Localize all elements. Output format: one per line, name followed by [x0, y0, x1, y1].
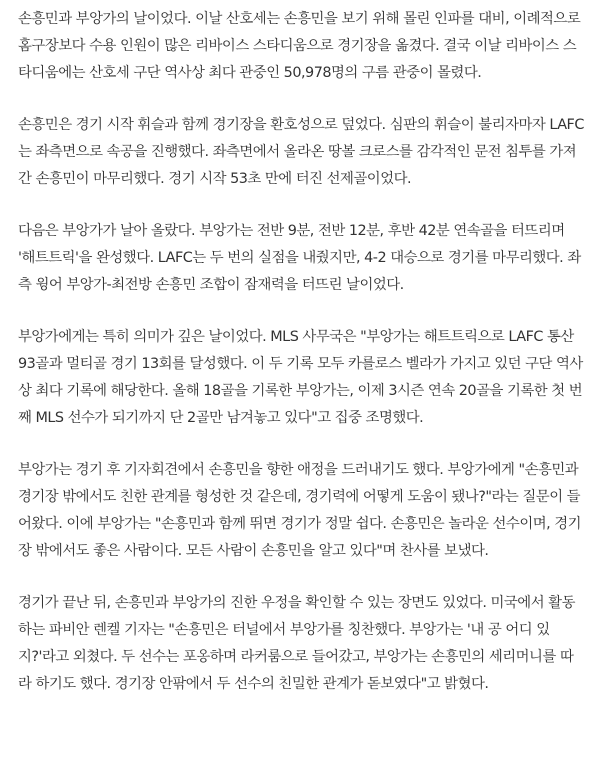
article-paragraph-1: 손흥민과 부앙가의 날이었다. 이날 산호세는 손흥민을 보기 위해 몰린 인파를 대비, 이례적으로 홈구장보다 수용 인원이 많은 리바이스 스타디움으로 경기장을 옮겼다. 결국 이날 리바이스 스타디움에는 산호세 구단 역사상 최다 관중인 50,978명의 구름 관중이 몰렸다.	[18, 11, 581, 81]
article-paragraph-5: 부앙가는 경기 후 기자회견에서 손흥민을 향한 애정을 드러내기도 했다. 부앙가에게 "손흥민과 경기장 밖에서도 친한 관계를 형성한 것 같은데, 경기력에 어떻게 도움이 됐나?"라는 질문이 들어왔다. 이에 부앙가는 "손흥민과 함께 뛰면 경기가 정말 쉽다. 손흥민은 놀라운 선수이며, 경기장 밖에서도 좋은 사람이다. 모든 사람이 손흥민을 알고 있다"며 찬사를 보냈다.	[18, 462, 582, 559]
article-paragraph-3: 다음은 부앙가가 날아 올랐다. 부앙가는 전반 9분, 전반 12분, 후반 42분 연속골을 터뜨리며 '해트트릭'을 완성했다. LAFC는 두 번의 실점을 내줬지만, 4-2 대승으로 경기를 마무리했다. 좌측 윙어 부앙가-최전방 손흥민 조합이 잠재력을 터뜨린 날이었다.	[18, 223, 581, 293]
article-paragraph-2: 손흥민은 경기 시작 휘슬과 함께 경기장을 환호성으로 덮었다. 심판의 휘슬이 불리자마자 LAFC는 좌측면으로 속공을 진행했다. 좌측면에서 올라온 땅볼 크로스를 감각적인 문전 침투를 가져간 손흥민이 마무리했다. 경기 시작 53초 만에 터진 선제골이었다.	[18, 117, 584, 187]
article-paragraph-6: 경기가 끝난 뒤, 손흥민과 부앙가의 진한 우정을 확인할 수 있는 장면도 있었다. 미국에서 활동하는 파비안 렌켈 기자는 "손흥민은 터널에서 부앙가를 칭찬했다. 부앙가는 '내 공 어디 있지?'라고 외쳤다. 두 선수는 포옹하며 라커룸으로 들어갔고, 부앙가는 손흥민의 세리머니를 따라 하기도 했다. 경기장 안팎에서 두 선수의 친밀한 관계가 돋보였다"고 밝혔다.	[18, 595, 575, 692]
article-paragraph-4: 부앙가에게는 특히 의미가 깊은 날이었다. MLS 사무국은 "부앙가는 해트트릭으로 LAFC 통산 93골과 멀티골 경기 13회를 달성했다. 이 두 기록 모두 카를로스 벨라가 가지고 있던 구단 역사상 최다 기록에 해당한다. 올해 18골을 기록한 부앙가는, 이제 3시즌 연속 20골을 기록한 첫 번째 MLS 선수가 되기까지 단 2골만 남겨놓고 있다"고 집중 조명했다.	[18, 329, 583, 426]
article-body	[18, 6, 584, 698]
